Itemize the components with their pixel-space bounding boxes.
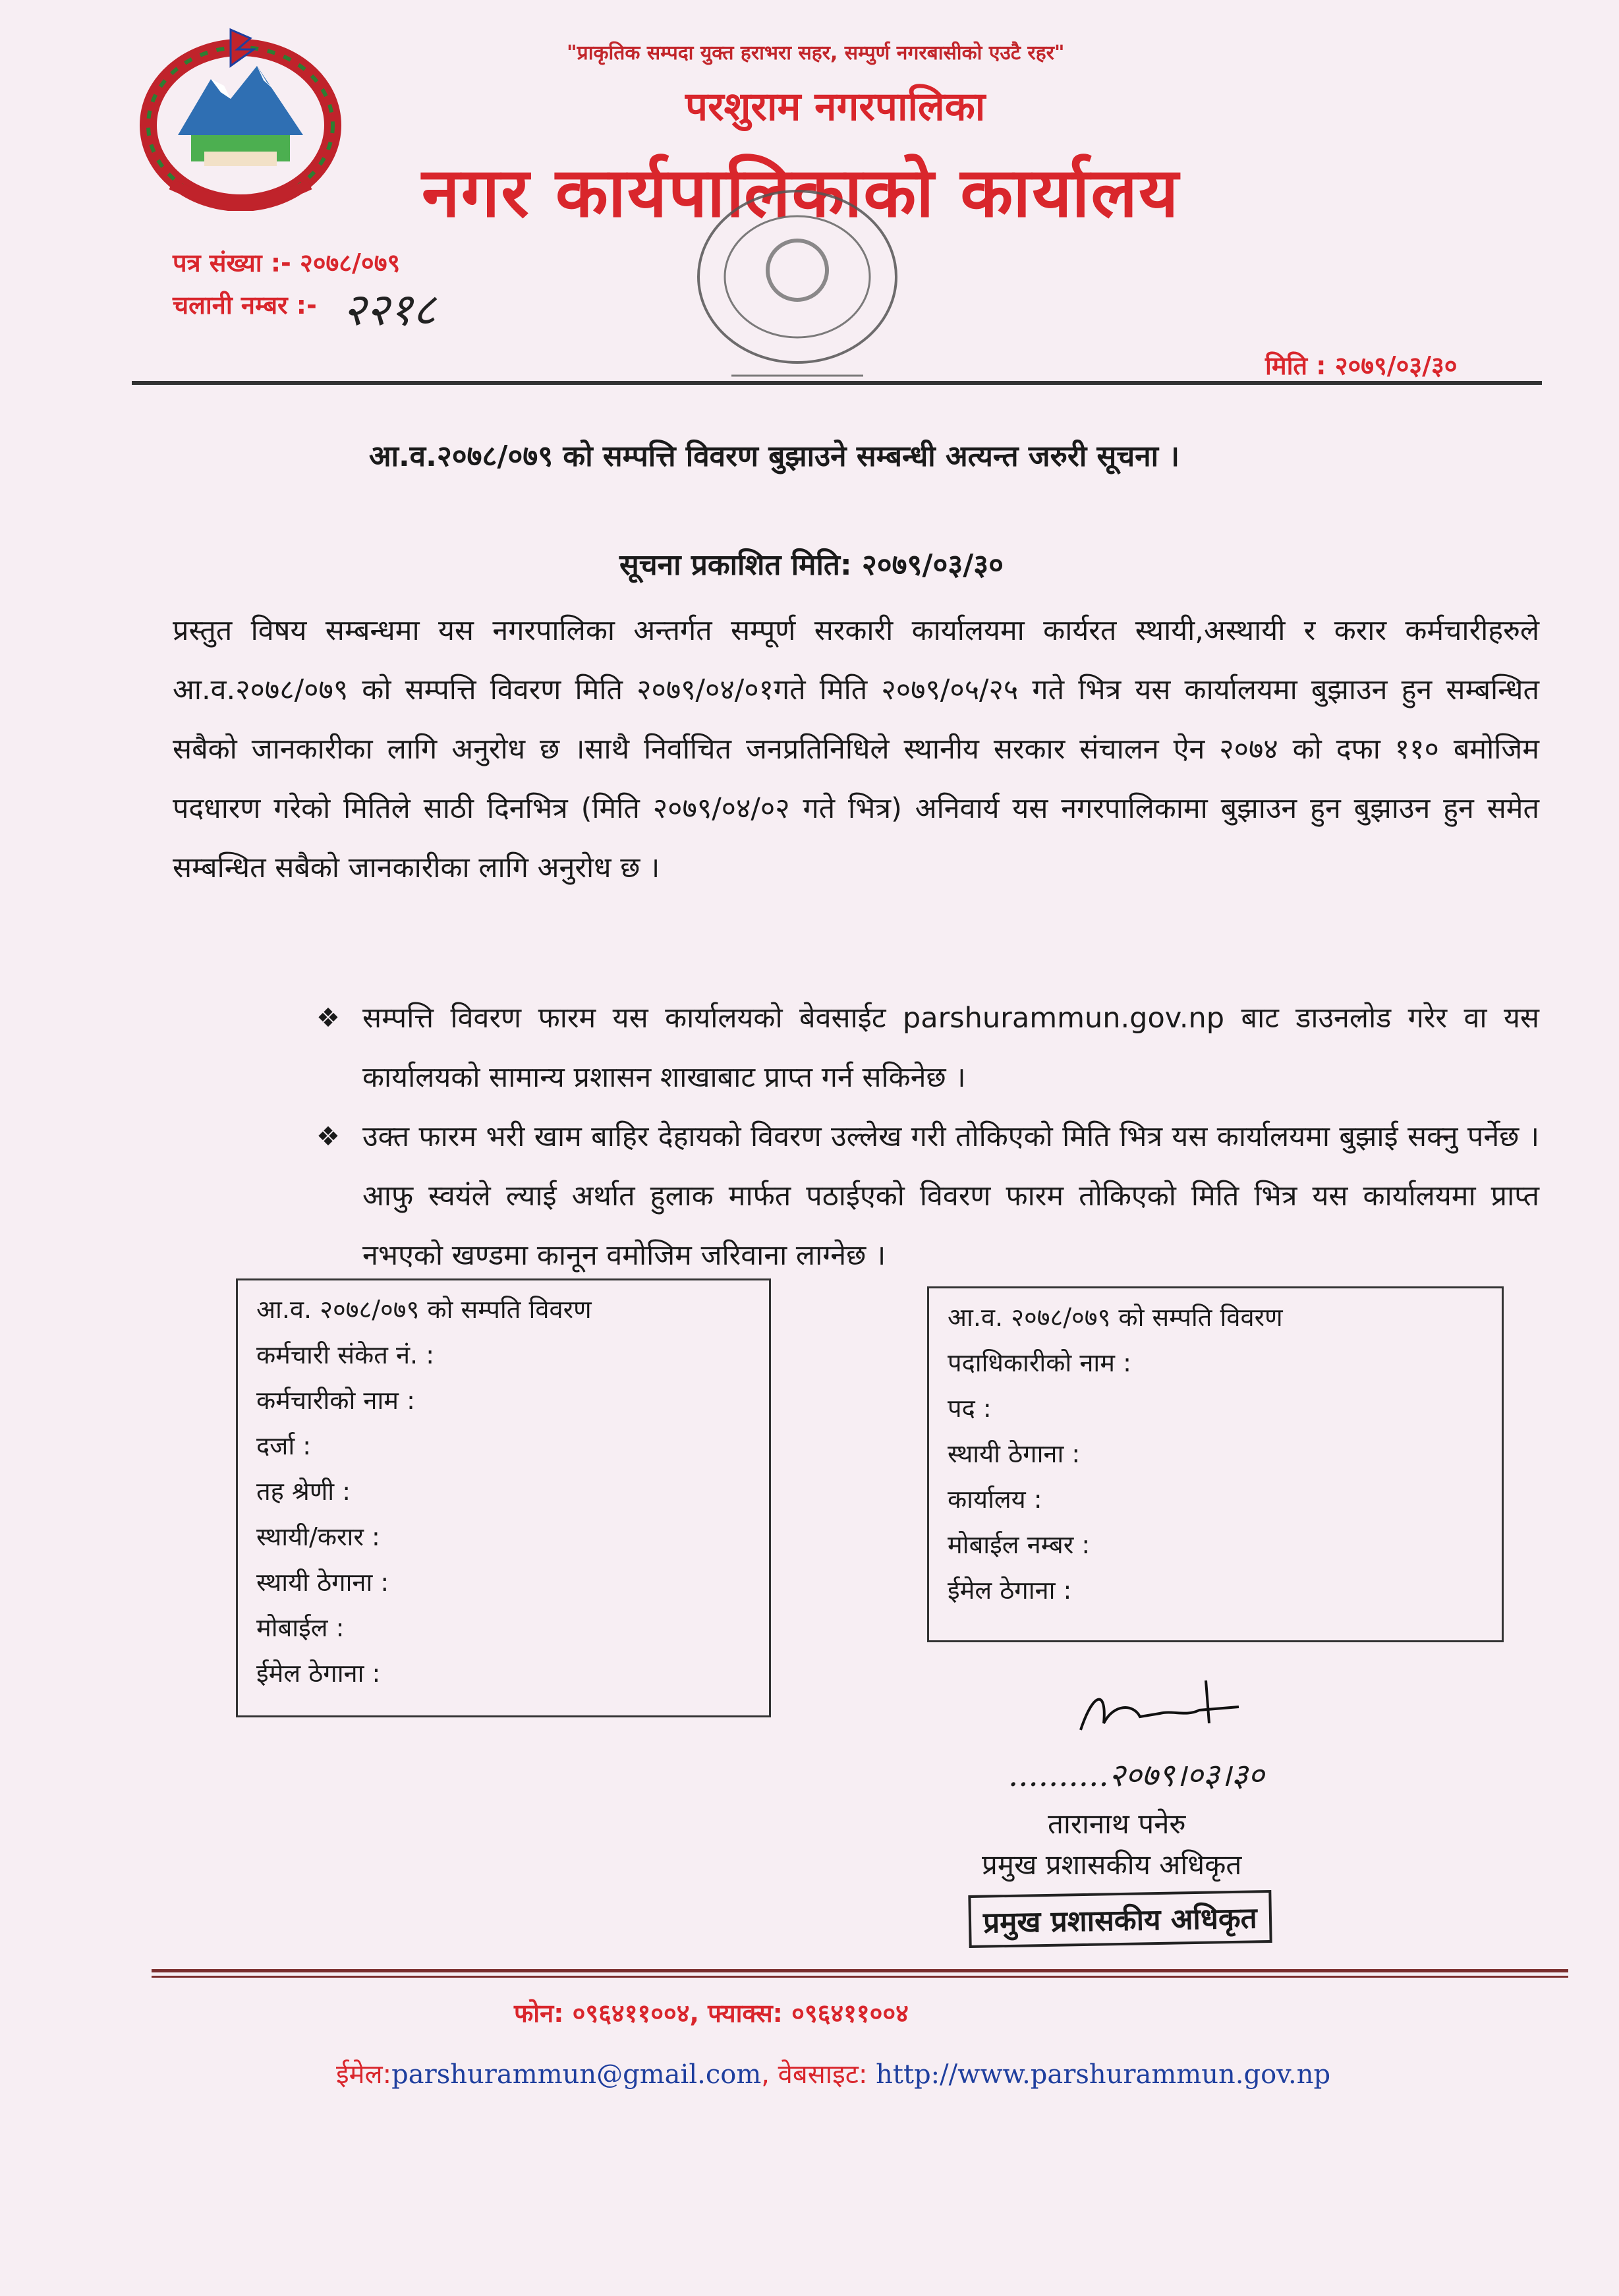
website-label: , वेबसाइट: xyxy=(761,2059,868,2090)
list-item-text: उक्त फारम भरी खाम बाहिर देहायको विवरण उल्लेख गरी तोकिएको मिति भित्र यस कार्यालयमा बुझाई सक्नु पर्नेछ । आफु स्वयंले ल्याई अर्थात हुलाक मार्फत पठाईएको विवरण फारम तोकिएको मिति भित्र यस कार्यालयमा प्राप्त नभएको खण्डमा कानून वमोजिम जरिवाना लाग्नेछ । xyxy=(362,1120,1539,1272)
signature-icon xyxy=(1074,1677,1245,1760)
notice-subject: आ.व.२०७८/०७९ को सम्पत्ति विवरण बुझाउने सम्बन्धी अत्यन्त जरुरी सूचना । xyxy=(369,440,1180,473)
box-title: आ.व. २०७८/०७९ को सम्पति विवरण xyxy=(256,1295,592,1324)
footer-contact xyxy=(336,2055,1330,2091)
footer-divider xyxy=(152,1969,1568,1972)
published-date: सूचना प्रकाशित मिति: २०७९/०३/३० xyxy=(619,548,1004,582)
footer-phone: फोन: ०९६४११००४, फ्याक्स: ०९६४११००४ xyxy=(514,1999,909,2028)
box-field: पद : xyxy=(948,1394,992,1423)
list-item xyxy=(316,989,1539,1107)
email-link[interactable]: parshurammun@gmail.com xyxy=(391,2059,762,2090)
bullet-icon: ❖ xyxy=(316,1003,340,1033)
office-seal-icon xyxy=(679,178,916,395)
official-envelope-box xyxy=(927,1286,1504,1642)
slogan: "प्राकृतिक सम्पदा युक्त हराभरा सहर, सम्पुर्ण नगरबासीको एउटै रहर" xyxy=(567,42,1065,65)
box-field: पदाधिकारीको नाम : xyxy=(948,1348,1131,1377)
header-divider xyxy=(132,381,1542,385)
box-field: कर्मचारी संकेत नं. : xyxy=(256,1340,435,1369)
bullet-icon: ❖ xyxy=(316,1122,340,1152)
box-field: मोबाईल नम्बर : xyxy=(948,1530,1091,1559)
footer-divider xyxy=(152,1976,1568,1978)
signature-date: ..........२०७९।०३।३० xyxy=(1008,1757,1264,1794)
municipality-name: परशुराम नगरपालिका xyxy=(685,84,986,130)
list-item-text: सम्पत्ति विवरण फारम यस कार्यालयको बेवसाईट parshurammun.gov.np बाट डाउनलोड गरेर वा यस कार्यालयको सामान्य प्रशासन शाखाबाट प्राप्त गर्न सकिनेछ । xyxy=(362,1002,1539,1094)
box-field: स्थायी ठेगाना : xyxy=(948,1439,1081,1468)
box-field: कर्मचारीको नाम : xyxy=(256,1386,415,1415)
notice-body: प्रस्तुत विषय सम्बन्धमा यस नगरपालिका अन्तर्गत सम्पूर्ण सरकारी कार्यालयमा कार्यरत स्थायी,अस्थायी र करार कर्मचारीहरुले आ.व.२०७८/०७९ को सम्पत्ति विवरण मिति २०७९/०४/०१गते मिति २०७९/०५/२५ गते भित्र यस कार्यालयमा बुझाउन हुन सम्बन्धित सबैको जानकारीका लागि अनुरोध छ ।साथै निर्वाचित जनप्रतिनिधिले स्थानीय सरकार संचालन ऐन २०७४ को दफा ११० बमोजिम पदधारण गरेको मितिले साठी दिनभित्र (मिति २०७९/०४/०२ गते भित्र) अनिवार्य यस नगरपालिकामा बुझाउन हुन बुझाउन हुन समेत सम्बन्धित सबैको जानकारीका लागि अनुरोध छ । xyxy=(173,614,1539,884)
list-item xyxy=(316,1107,1539,1285)
box-field: तह श्रेणी : xyxy=(256,1477,351,1506)
instruction-list xyxy=(316,989,1539,1285)
website-link[interactable]: http://www.parshurammun.gov.np xyxy=(876,2059,1331,2090)
dispatch-number-label: चलानी नम्बर :- xyxy=(173,291,317,320)
box-field: दर्जा : xyxy=(256,1431,312,1460)
box-field: ईमेल ठेगाना : xyxy=(948,1576,1072,1605)
dispatch-number-value: २२१८ xyxy=(343,284,436,336)
box-field: स्थायी ठेगाना : xyxy=(256,1568,389,1597)
box-field: स्थायी/करार : xyxy=(256,1522,380,1551)
designation-stamp: प्रमुख प्रशासकीय अधिकृत xyxy=(968,1890,1272,1948)
signer-designation: प्रमुख प्रशासकीय अधिकृत xyxy=(982,1849,1242,1881)
box-title: आ.व. २०७८/०७९ को सम्पति विवरण xyxy=(948,1303,1283,1332)
box-field: मोबाईल : xyxy=(256,1613,345,1642)
employee-envelope-box xyxy=(236,1278,771,1717)
reference-number: पत्र संख्या :- २०७८/०७९ xyxy=(173,248,401,277)
signer-name: तारानाथ पनेरु xyxy=(1048,1808,1186,1840)
email-label: ईमेल: xyxy=(336,2059,392,2090)
office-title: नगर कार्यपालिकाको कार्यालय xyxy=(422,152,1180,233)
letter-date: मिति : २०७९/०३/३० xyxy=(1265,351,1458,380)
nepal-emblem-icon xyxy=(132,20,349,211)
box-field: कार्यालय : xyxy=(948,1485,1042,1514)
box-field: ईमेल ठेगाना : xyxy=(256,1659,381,1688)
